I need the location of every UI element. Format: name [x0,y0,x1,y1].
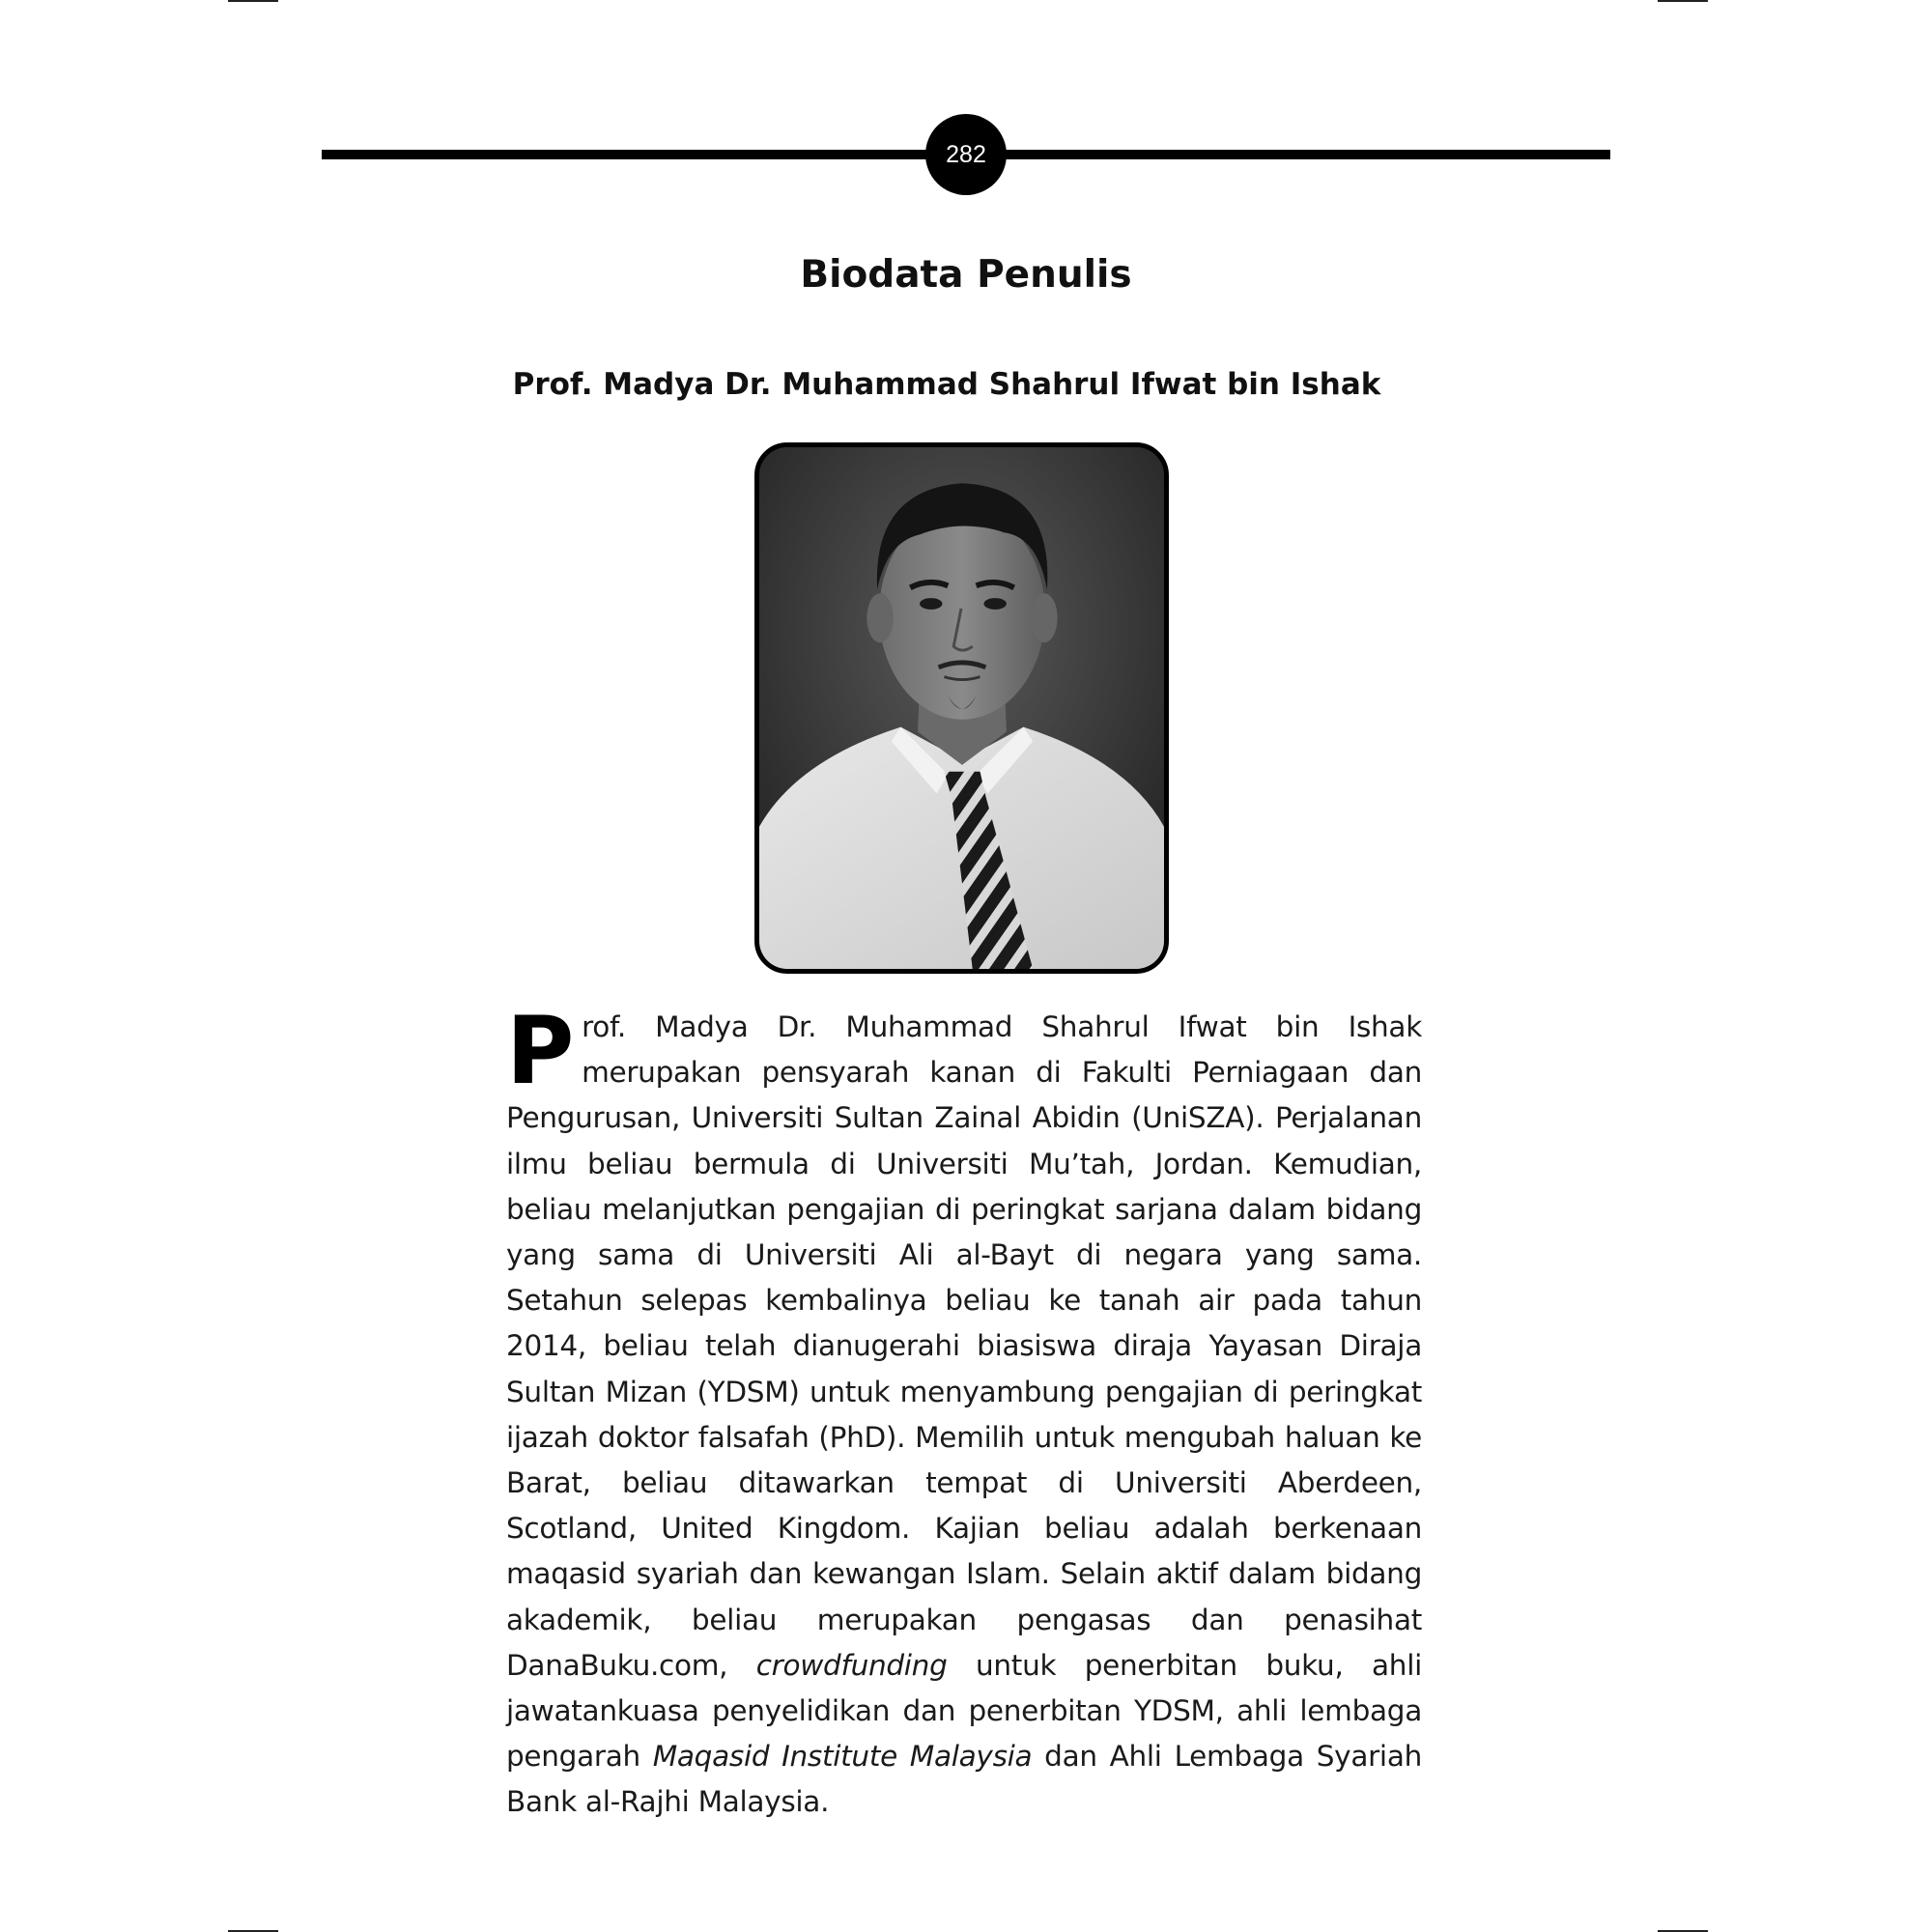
author-biography [506,997,1422,1826]
page-number-badge [925,114,1007,195]
bio-text-part3: dan Ahli Lembaga Syariah Bank al-Rajhi Malaysia. [506,1740,1422,1819]
section-title: Biodata Penulis [800,253,1132,297]
bio-italic-institute: Maqasid Institute Malaysia [652,1740,1033,1774]
page-number: 282 [946,140,986,168]
crop-mark-top-right [1658,0,1708,2]
author-portrait-photo [754,442,1169,974]
bio-text-part1: rof. Madya Dr. Muhammad Shahrul Ifwat bin Ishak merupakan pensyarah kanan di Fakulti Perniagaan dan Pengurusan, Universiti Sultan Zainal Abidin (UniSZA). Perjalanan ilmu beliau bermula di Universiti Mu’tah, Jordan. Kemudian, beliau melanjutkan pengajian di peringkat sarjana dalam bidang yang sama di Universiti Ali al-Bayt di negara yang sama. Setahun selepas kembalinya beliau ke tanah air pada tahun 2014, beliau telah dianugerahi biasiswa diraja Yayasan Diraja Sultan Mizan (YDSM) untuk menyambung pengajian di peringkat ijazah doktor falsafah (PhD). Memilih untuk mengubah haluan ke Barat, beliau ditawarkan tempat di Universiti Aberdeen, Scotland, United Kingdom. Kajian beliau adalah berkenaan maqasid syariah dan kewangan Islam. Selain aktif dalam bidang akademik, beliau merupakan pengasas dan penasihat DanaBuku.com, [506,1010,1422,1682]
dropcap-letter: P [506,997,575,1105]
author-name: Prof. Madya Dr. Muhammad Shahrul Ifwat bin Ishak [512,367,1381,402]
bio-text-part2: untuk penerbitan buku, ahli jawatankuasa penyelidikan dan penerbitan YDSM, ahli lembaga pengarah [506,1648,1422,1774]
portrait-illustration [759,447,1164,969]
bio-italic-crowdfunding: crowdfunding [755,1648,948,1682]
crop-mark-top-left [228,0,278,2]
